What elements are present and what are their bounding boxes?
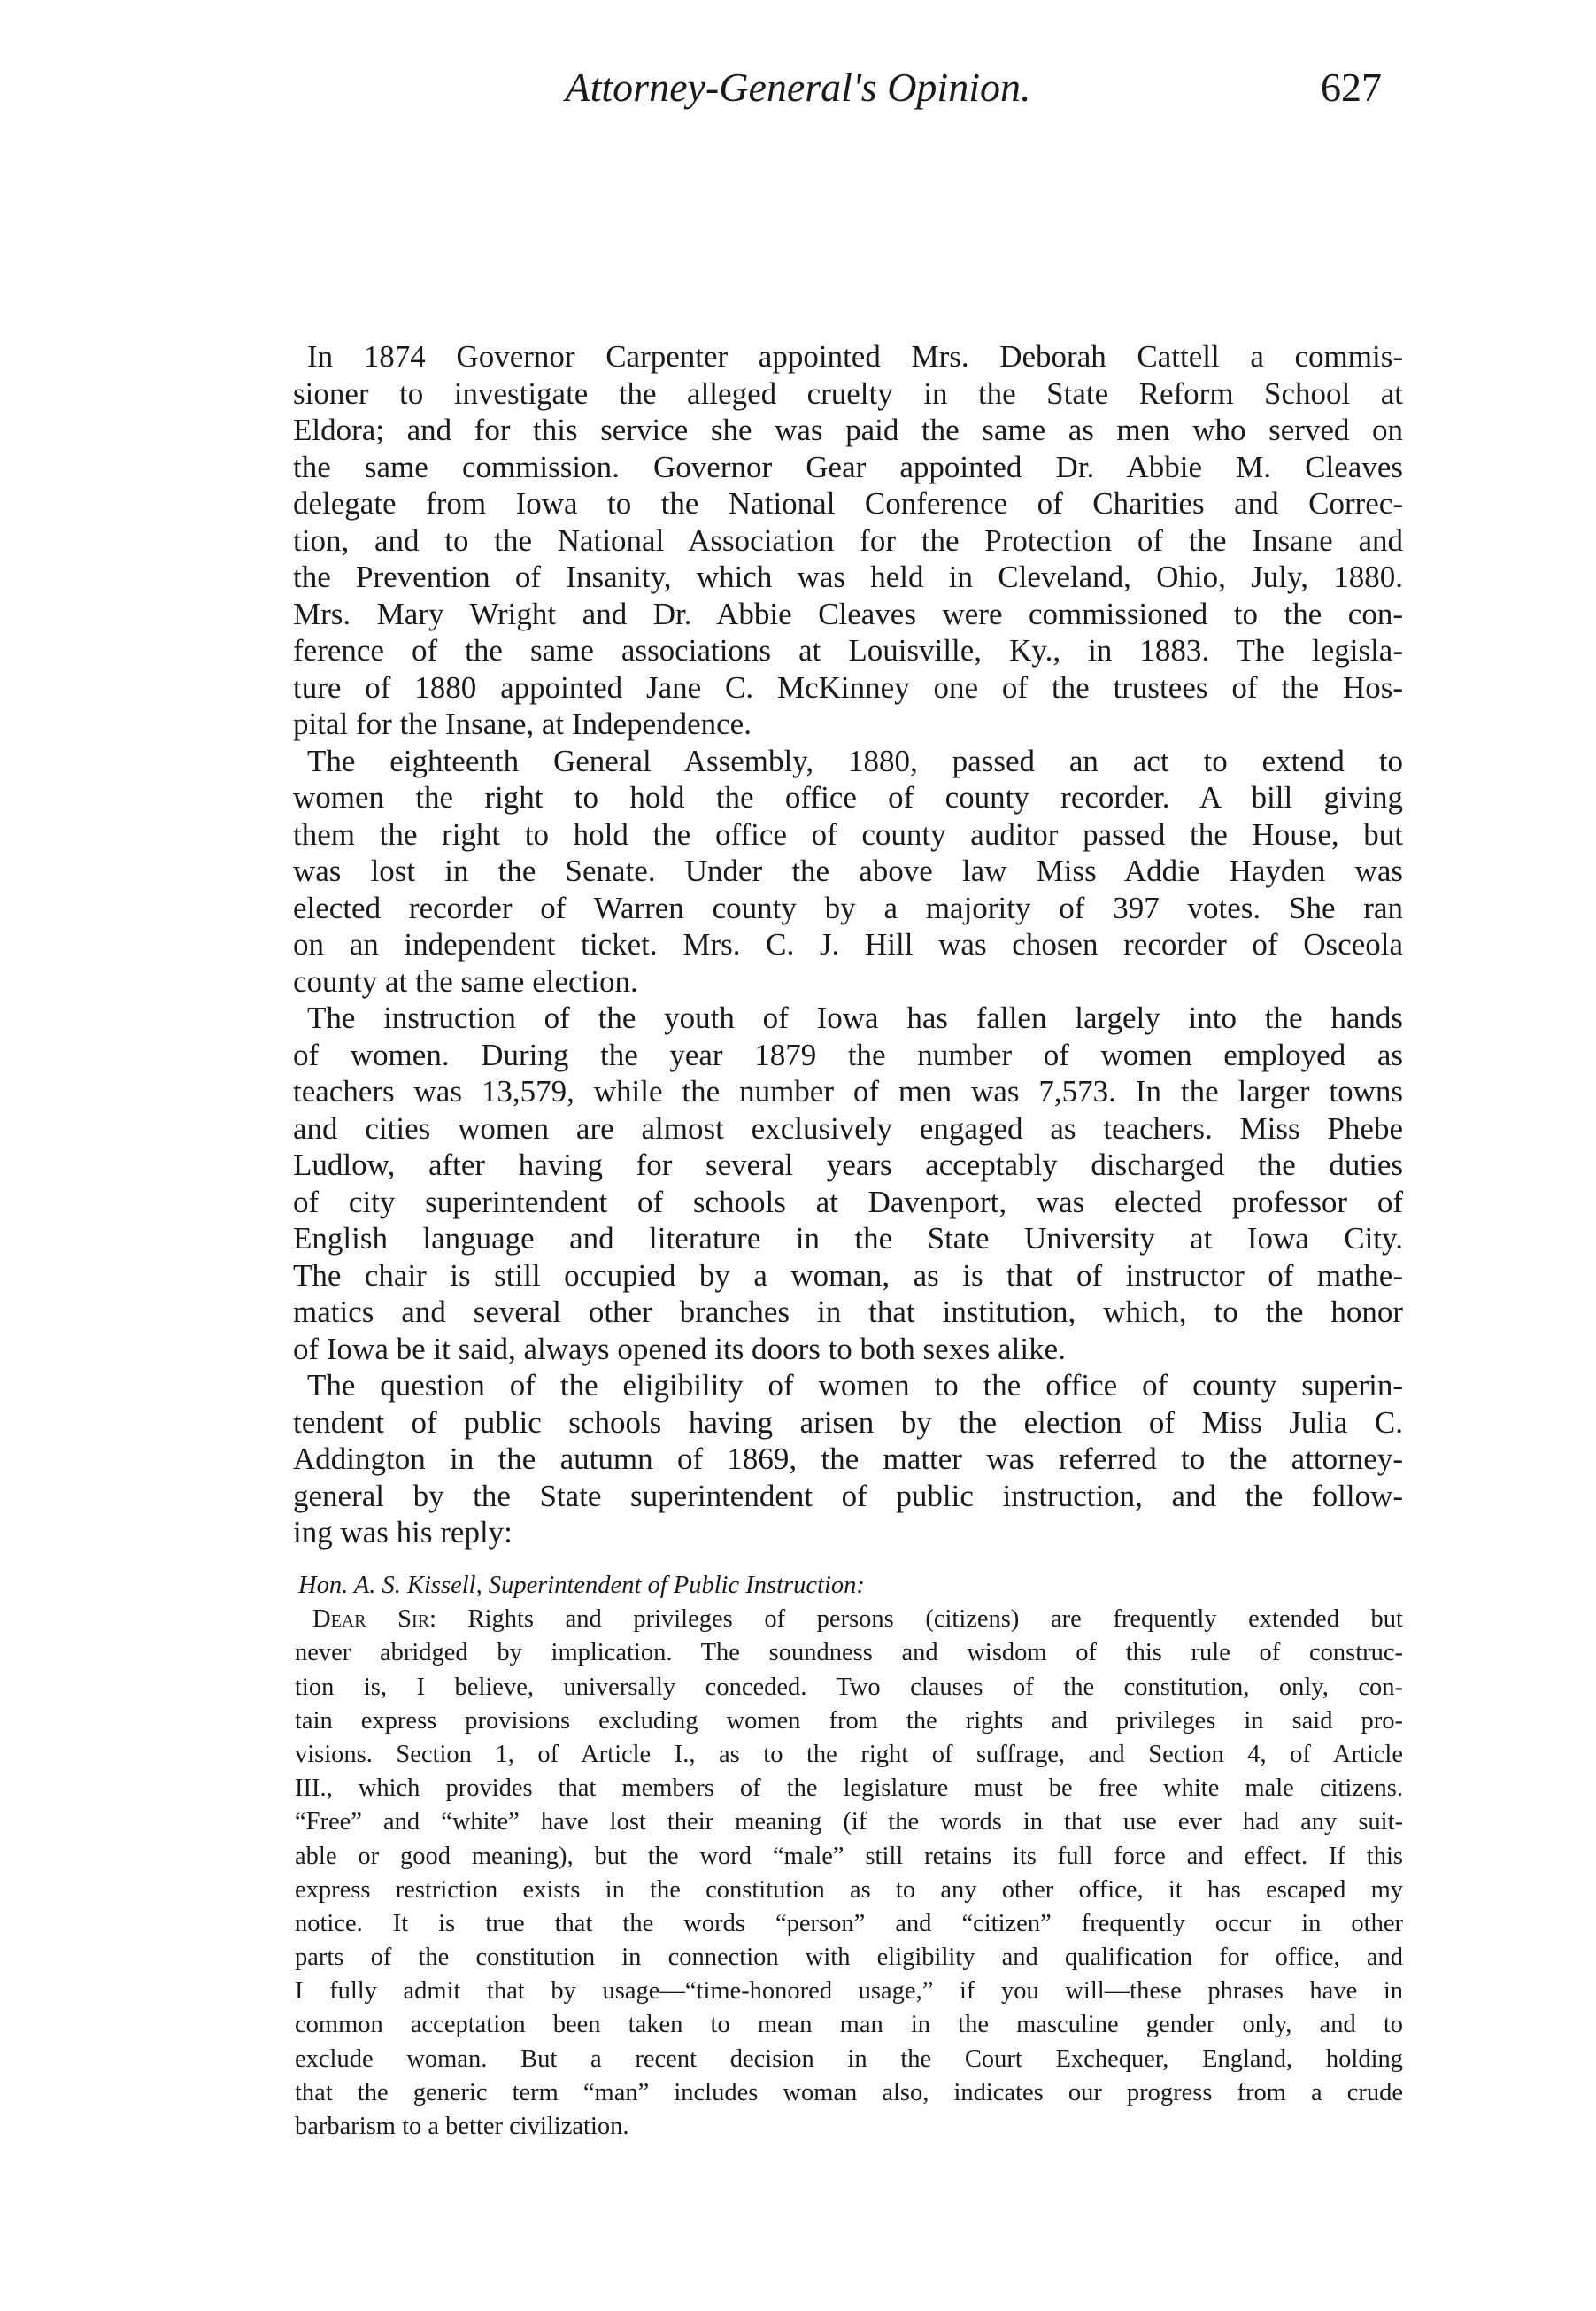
letter-line: parts of the constitution in connection with eligibility and qualification for office, and (295, 1944, 1403, 1972)
letter-line: tain express provisions excluding women from the rights and privileges in said pro- (295, 1706, 1403, 1735)
text-line: The instruction of the youth of Iowa has fallen largely into the hands (307, 1001, 1403, 1035)
text-line: was lost in the Senate. Under the above law Miss Addie Hayden was (293, 854, 1403, 888)
text-line: pital for the Insane, at Independence. (293, 707, 752, 741)
letter-line: never abridged by implication. The soundness and wisdom of this rule of construc- (295, 1639, 1403, 1667)
letter-line: “Free” and “white” have lost their meaning (if the words in that use ever had any suit- (295, 1808, 1403, 1836)
text-line: elected recorder of Warren county by a majority of 397 votes. She ran (293, 890, 1403, 925)
letter-salutation: Hon. A. S. Kissell, Superintendent of Public Instruction: (298, 1572, 865, 1599)
text-line: of city superintendent of schools at Davenport, was elected professor of (293, 1184, 1403, 1219)
paragraph (293, 1367, 1403, 1551)
letter-line: barbarism to a better civilization. (295, 2113, 629, 2140)
letter-line: I fully admit that by usage—“time-honored usage,” if you will—these phrases have in (295, 1977, 1403, 2006)
text-line: English language and literature in the State University at Iowa City. (293, 1221, 1403, 1256)
text-line: ing was his reply: (293, 1515, 513, 1550)
letter-line: notice. It is true that the words “person” and “citizen” frequently occur in other (295, 1909, 1403, 1937)
letter-line: exclude woman. But a recent decision in the Court Exchequer, England, holding (295, 2044, 1403, 2073)
letter-line: able or good meaning), but the word “male” still retains its full force and effect. If this (295, 1842, 1403, 1870)
body-text (293, 338, 1403, 1551)
letter-line: express restriction exists in the constitution as to any other office, it has escaped my (295, 1875, 1403, 1904)
letter-line: common acceptation been taken to mean man in the masculine gender only, and to (295, 2011, 1403, 2039)
text-line: tion, and to the National Association for the Protection of the Insane and (293, 522, 1403, 558)
text-line: sioner to investigate the alleged cruelty in the State Reform School at (293, 375, 1403, 411)
letter-line: that the generic term “man” includes woman also, indicates our progress from a crude (295, 2078, 1403, 2106)
text-line: of Iowa be it said, always opened its doors to both sexes alike. (293, 1331, 1066, 1366)
text-line: matics and several other branches in that institution, which, to the honor (293, 1295, 1403, 1329)
letter-first-line-text: Rights and privileges of persons (citizens) are frequently extended but (436, 1605, 1403, 1634)
text-line: Eldora; and for this service she was paid the same as men who served on (293, 413, 1403, 447)
text-line: general by the State superintendent of public instruction, and the follow- (293, 1478, 1403, 1513)
letter-lines (295, 1636, 1403, 2144)
running-header-title: Attorney-General's Opinion. (565, 65, 1031, 110)
quoted-letter (295, 1569, 1403, 2144)
text-line: In 1874 Governor Carpenter appointed Mrs. Deborah Cattell a commis- (307, 339, 1403, 374)
text-line: delegate from Iowa to the National Conference of Charities and Correc- (293, 486, 1403, 521)
text-line: women the right to hold the office of county recorder. A bill giving (293, 780, 1403, 815)
text-line: Ludlow, after having for several years acceptably discharged the duties (293, 1148, 1403, 1182)
text-line: Addington in the autumn of 1869, the matter was referred to the attorney- (293, 1441, 1403, 1476)
text-line: teachers was 13,579, while the number of men was 7,573. In the larger towns (293, 1074, 1403, 1109)
text-line: them the right to hold the office of county auditor passed the House, but (293, 816, 1403, 852)
text-line: county at the same election. (293, 963, 638, 999)
page-number: 627 (1321, 65, 1382, 110)
paragraph (293, 1000, 1403, 1367)
letter-greeting: Dear Sir: (312, 1605, 436, 1634)
paragraph (293, 338, 1403, 743)
text-line: The question of the eligibility of women to the office of county superin- (307, 1368, 1403, 1403)
text-line: The chair is still occupied by a woman, as is that of instructor of mathe- (293, 1257, 1403, 1293)
text-line: the same commission. Governor Gear appointed Dr. Abbie M. Cleaves (293, 449, 1403, 484)
text-line: ture of 1880 appointed Jane C. McKinney one of the trustees of the Hos- (293, 669, 1403, 705)
paragraph (293, 743, 1403, 1001)
letter-line: III., which provides that members of the legislature must be free white male citizens. (295, 1774, 1403, 1803)
letter-first-line (295, 1603, 1403, 1636)
letter-line: visions. Section 1, of Article I., as to the right of suffrage, and Section 4, of Article (295, 1740, 1403, 1768)
text-line: the Prevention of Insanity, which was held in Cleveland, Ohio, July, 1880. (293, 560, 1403, 594)
text-line: Mrs. Mary Wright and Dr. Abbie Cleaves were commissioned to the con- (293, 596, 1403, 631)
text-line: ference of the same associations at Louisville, Ky., in 1883. The legisla- (293, 633, 1403, 668)
text-line: of women. During the year 1879 the number of women employed as (293, 1037, 1403, 1072)
text-line: The eighteenth General Assembly, 1880, passed an act to extend to (307, 743, 1403, 778)
text-line: on an independent ticket. Mrs. C. J. Hill was chosen recorder of Osceola (293, 927, 1403, 962)
text-line: and cities women are almost exclusively engaged as teachers. Miss Phebe (293, 1110, 1403, 1146)
text-line: tendent of public schools having arisen by the election of Miss Julia C. (293, 1404, 1403, 1440)
letter-line: tion is, I believe, universally conceded. Two clauses of the constitution, only, con- (295, 1673, 1403, 1701)
